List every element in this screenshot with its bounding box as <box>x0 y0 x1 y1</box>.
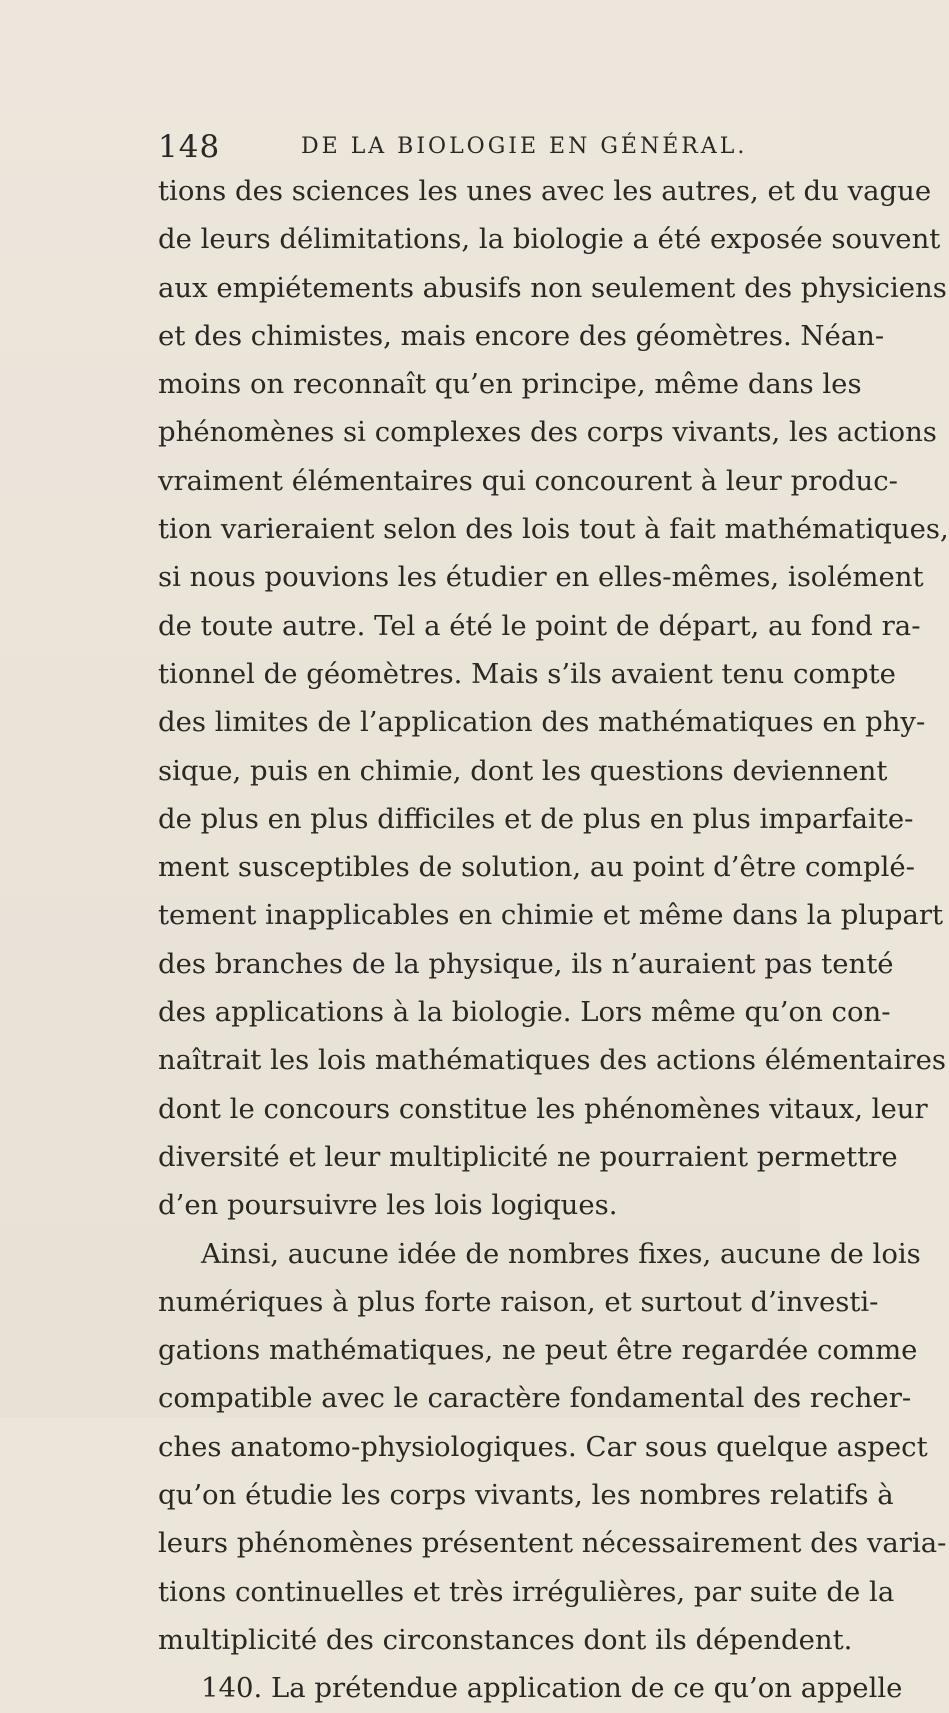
text-line: tement inapplicables en chimie et même dans la plupart <box>158 899 944 932</box>
text-line: de toute autre. Tel a été le point de départ, au fond ra- <box>158 609 921 642</box>
page-number: 148 <box>158 129 221 165</box>
text-line: si nous pouvions les étudier en elles-mêmes, isolément <box>158 561 924 594</box>
running-head <box>158 127 768 167</box>
text-line: des applications à la biologie. Lors même qu’on con- <box>158 996 891 1029</box>
text-line: qu’on étudie les corps vivants, les nombres relatifs à <box>158 1479 894 1512</box>
text-line: tions continuelles et très irrégulières, par suite de la <box>158 1575 895 1608</box>
text-line: compatible avec le caractère fondamental des recher- <box>158 1382 912 1415</box>
running-title: DE LA BIOLOGIE EN GÉNÉRAL. <box>301 134 748 159</box>
text-line: numériques à plus forte raison, et surtout d’investi- <box>158 1285 879 1318</box>
text-line: tionnel de géomètres. Mais s’ils avaient tenu compte <box>158 657 896 690</box>
text-line: ment susceptibles de solution, au point d’être complé- <box>158 851 915 884</box>
text-line: ches anatomo-physiologiques. Car sous quelque aspect <box>158 1430 928 1463</box>
text-line: moins on reconnaît qu’en principe, même dans les <box>158 368 862 401</box>
text-line: de plus en plus difficiles et de plus en plus imparfaite- <box>158 802 914 835</box>
text-line: diversité et leur multiplicité ne pourraient permettre <box>158 1140 898 1173</box>
text-line: tions des sciences les unes avec les autres, et du vague <box>158 175 932 207</box>
text-line: sique, puis en chimie, dont les questions deviennent <box>158 754 888 787</box>
paragraph-end-line: d’en poursuivre les lois logiques. <box>158 1189 618 1222</box>
text-line: tion varieraient selon des lois tout à fait mathématiques, <box>158 513 949 546</box>
text-line: vraiment élémentaires qui concourent à leur produc- <box>158 464 898 497</box>
body-text <box>158 167 949 1713</box>
text-line: gations mathématiques, ne peut être regardée comme <box>158 1334 918 1367</box>
text-line: naîtrait les lois mathématiques des actions élémentaires <box>158 1044 946 1077</box>
text-line: aux empiétements abusifs non seulement des physiciens <box>158 271 947 304</box>
section-140-start-line: 140. La prétendue application de ce qu’on appelle <box>201 1672 903 1705</box>
text-line: des branches de la physique, ils n’auraient pas tenté <box>158 947 894 980</box>
text-line: phénomènes si complexes des corps vivants, les actions <box>158 416 937 449</box>
paragraph-end-line: multiplicité des circonstances dont ils dépendent. <box>158 1623 853 1656</box>
text-line: et des chimistes, mais encore des géomètres. Néan- <box>158 319 885 352</box>
text-line: de leurs délimitations, la biologie a été exposée souvent <box>158 223 941 256</box>
paragraph-start-line: Ainsi, aucune idée de nombres fixes, aucune de lois <box>201 1237 921 1270</box>
text-line: des limites de l’application des mathématiques en phy- <box>158 706 926 739</box>
text-line: dont le concours constitue les phénomènes vitaux, leur <box>158 1092 928 1125</box>
text-line: leurs phénomènes présentent nécessairement des varia- <box>158 1527 947 1560</box>
